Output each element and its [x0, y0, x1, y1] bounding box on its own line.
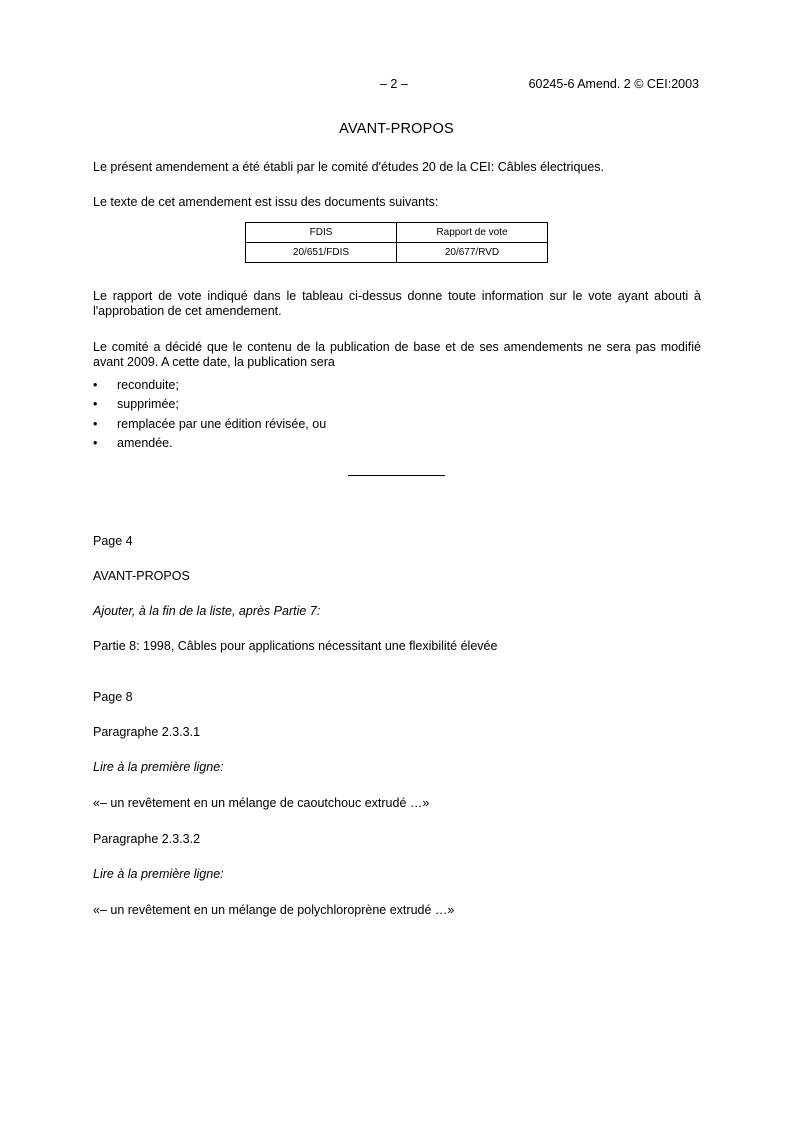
list-item: • amendée. — [93, 434, 326, 453]
page-number: – 2 – — [380, 77, 408, 91]
table-cell-rvd: 20/677/RVD — [397, 243, 548, 263]
page4-content: Partie 8: 1998, Câbles pour applications nécessitant une flexibilité élevée — [93, 639, 498, 653]
table-cell-fdis: 20/651/FDIS — [246, 243, 397, 263]
paragraph-2331-label: Paragraphe 2.3.3.1 — [93, 725, 201, 739]
paragraph-2332-text: «– un revêtement en un mélange de polychloroprène extrudé …» — [93, 903, 455, 917]
page8-label: Page 8 — [93, 690, 133, 704]
list-item: • reconduite; — [93, 376, 326, 395]
bullet-icon: • — [93, 397, 98, 412]
bullet-icon: • — [93, 378, 98, 392]
paragraph-2332-label: Paragraphe 2.3.3.2 — [93, 832, 201, 846]
section-divider — [348, 475, 445, 476]
bullet-icon: • — [93, 416, 98, 431]
list-item: • supprimée; — [93, 395, 326, 414]
table-header-vote-report: Rapport de vote — [397, 223, 548, 243]
bullet-icon: • — [93, 435, 98, 450]
page4-instruction: Ajouter, à la fin de la liste, après Partie 7: — [93, 604, 321, 618]
table-header-fdis: FDIS — [246, 223, 397, 243]
vote-table — [245, 222, 548, 263]
page4-heading: AVANT-PROPOS — [93, 569, 190, 583]
list-item: • remplacée par une édition révisée, ou — [93, 415, 326, 434]
intro-documents: Le texte de cet amendement est issu des documents suivants: — [93, 195, 439, 209]
stability-text: Le comité a décidé que le contenu de la publication de base et de ses amendements ne sera pas modifié avant 2009. A cette date, la publication sera — [93, 340, 701, 369]
page-title: AVANT-PROPOS — [339, 121, 454, 137]
paragraph-2331-text: «– un revêtement en un mélange de caoutchouc extrudé …» — [93, 796, 430, 810]
document-reference: 60245-6 Amend. 2 © CEI:2003 — [528, 77, 699, 91]
stability-list — [93, 376, 326, 453]
intro-committee: Le présent amendement a été établi par le comité d'études 20 de la CEI: Câbles électriques. — [93, 160, 605, 174]
paragraph-2331-instruction: Lire à la première ligne: — [93, 760, 224, 774]
table-row — [246, 243, 548, 263]
page4-label: Page 4 — [93, 534, 133, 548]
vote-note: Le rapport de vote indiqué dans le tableau ci-dessus donne toute information sur le vote ayant abouti à l'approbation de cet amendement. — [93, 289, 701, 318]
table-header-row — [246, 223, 548, 243]
paragraph-2332-instruction: Lire à la première ligne: — [93, 867, 224, 881]
